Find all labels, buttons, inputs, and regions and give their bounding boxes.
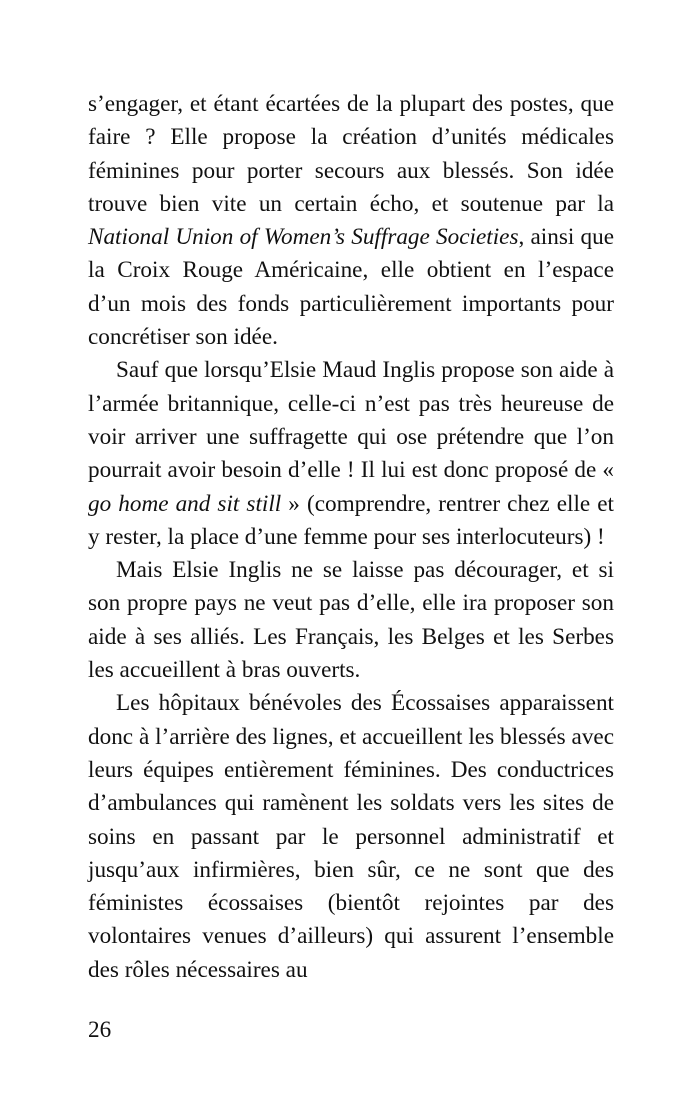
page-number: 26 (88, 1017, 112, 1043)
paragraph-2 (88, 354, 614, 554)
paragraph-4-text-1: Les hôpitaux bénévoles des Écossaises apparaissent donc à l’arrière des lignes, et accueillent les blessés avec leurs équipes entièrement féminines. Des conductrices d’ambulances qui ramènent les soldats vers les sites de soins en passant par le personnel administratif et jusqu’aux infirmières, bien sûr, ce ne sont que des féministes écossaises (bientôt rejointes par des volontaires venues d’ailleurs) qui assurent l’ensemble des rôles nécessaires au (88, 690, 614, 983)
paragraph-3 (88, 554, 614, 687)
page-body (88, 88, 614, 987)
paragraph-3-text-1: Mais Elsie Inglis ne se laisse pas décourager, et si son propre pays ne veut pas d’elle, elle ira proposer son aide à ses alliés. Les Français, les Belges et les Serbes les accueillent à bras ouverts. (88, 557, 614, 684)
paragraph-1-text-2: , ainsi que la Croix Rouge Américaine, elle obtient en l’espace d’un mois des fonds particulièrement importants pour concrétiser son idée. (88, 224, 614, 351)
paragraph-1-italic-title: National Union of Women’s Suffrage Societies (88, 224, 519, 251)
paragraph-2-text-1: Sauf que lorsqu’Elsie Maud Inglis propose son aide à l’armée britannique, celle-ci n’est pas très heureuse de voir arriver une suffragette qui ose prétendre que l’on pourrait avoir besoin d’elle ! Il lui est donc proposé de « (88, 357, 614, 484)
paragraph-2-text-2: » (comprendre, rentrer chez elle et y rester, la place d’une femme pour ses interlocuteurs) ! (88, 490, 614, 550)
paragraph-1-text-1: s’engager, et étant écartées de la plupart des postes, que faire ? Elle propose la création d’unités médicales féminines pour porter secours aux blessés. Son idée trouve bien vite un certain écho, et soutenue par la (88, 91, 614, 217)
paragraph-2-italic-quote: go home and sit still (88, 490, 282, 517)
paragraph-1 (88, 88, 614, 354)
paragraph-4 (88, 687, 614, 987)
